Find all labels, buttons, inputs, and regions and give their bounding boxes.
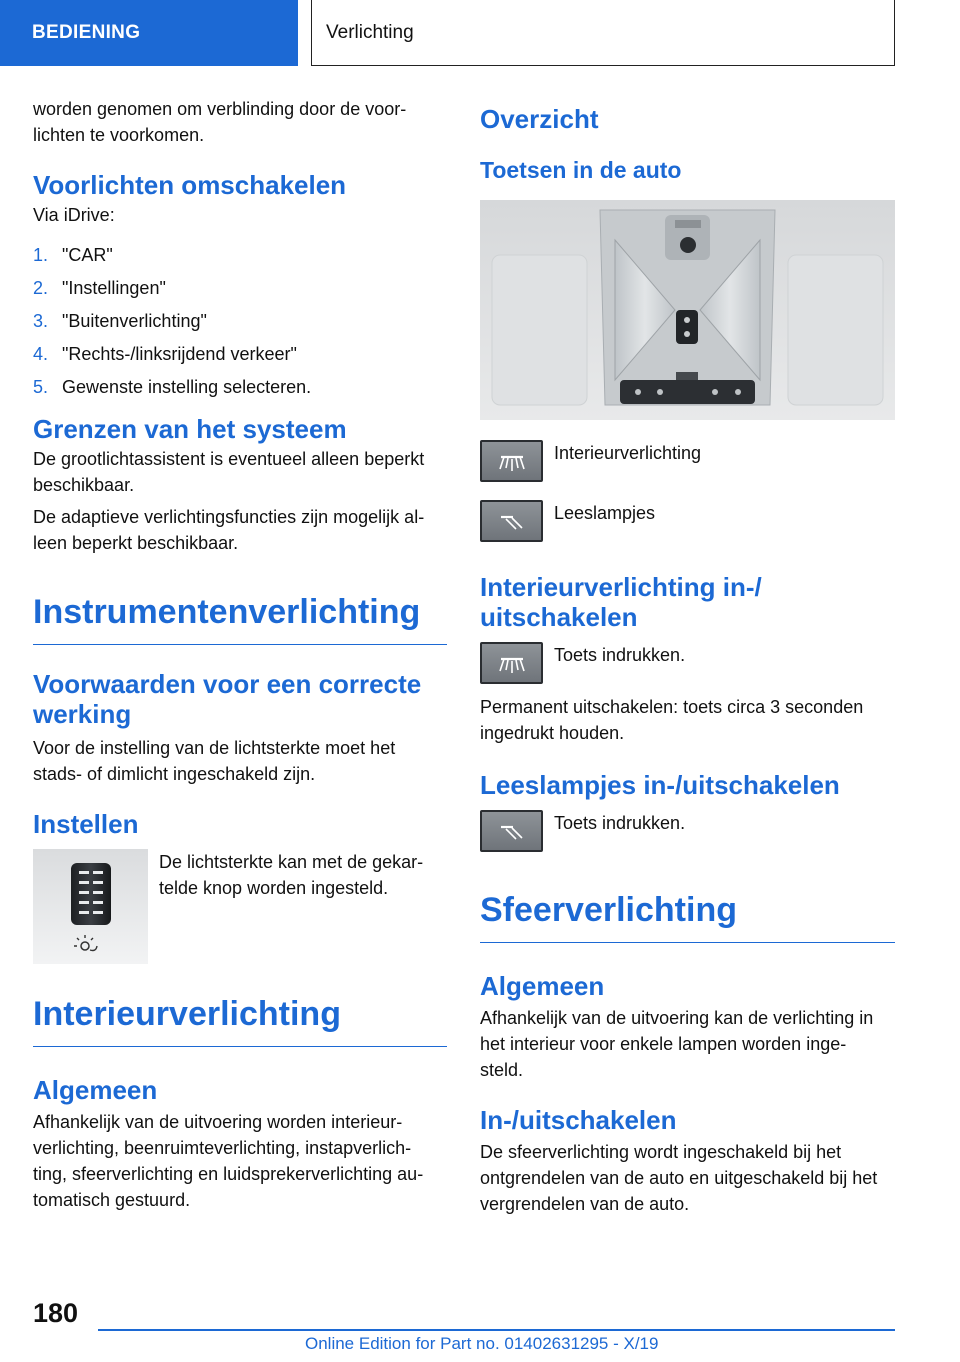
heading-toetsen: Toetsen in de auto <box>480 157 682 183</box>
heading-voorlichten: Voorlichten omschakelen <box>33 170 347 200</box>
voorwaarden-text: Voor de instelling van de lichtsterkte moet het stads- of dimlicht ingeschakeld zijn. <box>33 738 396 784</box>
list-item: 2. "Instellingen" <box>33 278 166 298</box>
interior-light-icon <box>480 642 543 684</box>
heading-interieurverlichting: Interieurverlichting <box>33 994 447 1047</box>
right-column <box>480 96 895 1217</box>
via-idrive-text: Via iDrive: <box>33 205 115 225</box>
permanent-text: Permanent uitschakelen: toets circa 3 seconden ingedrukt houden. <box>480 697 864 743</box>
left-column <box>33 96 447 1213</box>
heading-algemeen-sfeer: Algemeen <box>480 971 605 1001</box>
reading-light-icon <box>480 810 543 852</box>
list-item: 5. Gewenste instelling selecteren. <box>33 377 312 397</box>
inuit-row <box>480 642 895 684</box>
grenzen-text-2: De adaptieve verlichtingsfuncties zijn mogelijk al- leen beperkt beschikbaar. <box>33 507 425 553</box>
heading-leeslampjes: Leeslampjes in-/uitschakelen <box>480 770 840 800</box>
heading-sfeerverlichting: Sfeerverlichting <box>480 890 895 943</box>
key-interior-label: Interieurverlichting <box>554 443 702 463</box>
heading-overzicht: Overzicht <box>480 104 599 134</box>
heading-voorwaarden: Voorwaarden voor een correcte werking <box>33 669 422 729</box>
footer-divider <box>98 1329 895 1331</box>
lees-text: Toets indrukken. <box>554 813 686 833</box>
sfeer-algemeen-text: Afhankelijk van de uitvoering kan de verlichting in het interieur voor enkele lampen worden inge- steld. <box>480 1008 874 1080</box>
section-tab: BEDIENING <box>0 0 298 66</box>
instellen-row <box>33 849 447 964</box>
chapter-title: Verlichting <box>311 0 895 66</box>
key-reading-label: Leeslampjes <box>554 503 656 523</box>
instellen-text: De lichtsterkte kan met de gekar- telde knop worden ingesteld. <box>159 852 424 898</box>
grenzen-text-1: De grootlichtassistent is eventueel alleen beperkt beschikbaar. <box>33 449 425 495</box>
list-item: 1. "CAR" <box>33 245 113 265</box>
key-row-reading <box>480 500 895 542</box>
page-number: 180 <box>33 1298 79 1328</box>
heading-sfeer-inuit: In-/uitschakelen <box>480 1105 677 1135</box>
heading-instellen: Instellen <box>33 809 139 839</box>
inuit-text: Toets indrukken. <box>554 645 686 665</box>
reading-light-icon <box>480 500 543 542</box>
heading-interieur-inuit: Interieurverlichting in-/ uitschakelen <box>480 572 762 632</box>
key-row-interior <box>480 440 895 482</box>
list-item: 4. "Rechts-/linksrijdend verkeer" <box>33 344 297 364</box>
list-item: 3. "Buitenverlichting" <box>33 311 207 331</box>
interior-light-icon <box>480 440 543 482</box>
sfeer-inuit-text: De sfeerverlichting wordt ingeschakeld bij het ontgrendelen van de auto en uitgeschakeld bij het vergrendelen van de auto. <box>480 1142 878 1214</box>
intro-text: worden genomen om verblinding door de voor- lichten te voorkomen. <box>33 99 407 145</box>
dimmer-knob-image <box>33 849 148 964</box>
lees-row <box>480 810 895 852</box>
edition-text: Online Edition for Part no. 01402631295 - X/19 <box>305 1334 659 1353</box>
heading-algemeen-interieur: Algemeen <box>33 1075 158 1105</box>
overhead-console-image <box>480 200 895 420</box>
heading-grenzen: Grenzen van het systeem <box>33 414 347 444</box>
heading-instrumentenverlichting: Instrumentenverlichting <box>33 592 447 645</box>
algemeen-interieur-text: Afhankelijk van de uitvoering worden interieur- verlichting, beenruimteverlichting, instapverlich- ting, sfeerverlichting en luidsprekerverlichting au- tomatisch gestuurd. <box>33 1112 424 1210</box>
steps-list <box>33 242 447 400</box>
